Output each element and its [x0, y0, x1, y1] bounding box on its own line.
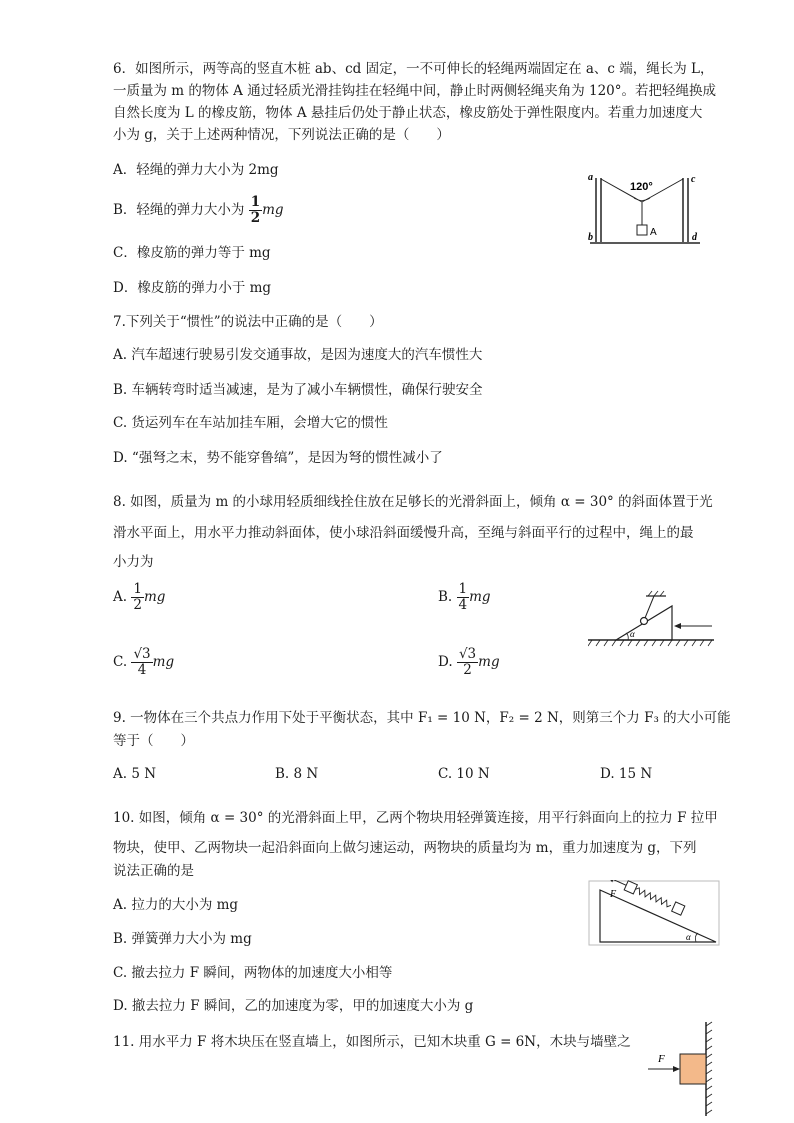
- q6-option-b-suffix: mg: [262, 202, 284, 218]
- figure-frame: [589, 881, 719, 945]
- q6-line-3: 自然长度为 L 的橡皮筋，物体 A 悬挂后仍处于静止状态，橡皮筋处于弹性限度内。若重力加速度大: [113, 105, 703, 121]
- q6-option-b: [113, 195, 284, 226]
- q8-line-3: 小力为: [113, 554, 154, 570]
- wood-block: [680, 1054, 706, 1084]
- incline: [600, 890, 716, 942]
- q8-figure: [588, 588, 718, 650]
- q7-stem: 7.下列关于“惯性”的说法中正确的是（ ）: [113, 314, 383, 330]
- q11-figure: [644, 1020, 720, 1120]
- q10-figure: [588, 880, 722, 948]
- ball: [641, 618, 648, 625]
- q10-option-b: B. 弹簧弹力大小为 mg: [113, 931, 252, 947]
- q10-option-c: C. 撤去拉力 F 瞬间，两物体的加速度大小相等: [113, 965, 393, 981]
- force-arrow-head: [673, 1066, 680, 1072]
- q8-option-a: [113, 582, 165, 613]
- q8-option-d-label: D.: [438, 654, 453, 670]
- numerator: √3: [458, 646, 477, 662]
- force-label: F: [610, 889, 617, 900]
- q6-line-2: 一质量为 m 的物体 A 通过轻质光滑挂钩挂在轻绳中间，静止时两侧轻绳夹角为 120°。若把轻绳换成: [113, 83, 717, 99]
- denominator: 2: [250, 210, 261, 226]
- q9-option-b: B. 8 N: [275, 766, 319, 782]
- angle-label: α: [630, 629, 635, 639]
- q6-line-4: 小为 g，关于上述两种情况，下列说法正确的是（ ）: [113, 127, 450, 143]
- q6-option-b-fraction: [249, 195, 262, 226]
- q9-line-1: 9. 一物体在三个共点力作用下处于平衡状态，其中 F₁ = 10 N，F₂ = 2 N，则第三个力 F₃ 的大小可能: [113, 710, 731, 726]
- q10-line-3: 说法正确的是: [113, 863, 194, 879]
- denominator: 2: [133, 597, 142, 613]
- numerator: √3: [133, 646, 151, 662]
- spring: [634, 887, 672, 908]
- q6-line-1: 6．如图所示，两等高的竖直木桩 ab、cd 固定，一不可伸长的轻绳两端固定在 a、c 端，绳长为 L，: [113, 61, 714, 77]
- numerator: 1: [133, 581, 142, 597]
- label-mass: A: [650, 227, 657, 238]
- q7-option-a: A. 汽车超速行驶易引发交通事故，是因为速度大的汽车惯性大: [113, 347, 483, 363]
- numerator: 1: [458, 581, 468, 597]
- denominator: 4: [137, 662, 147, 678]
- ceiling-hatch: [648, 591, 664, 596]
- q8-line-2: 滑水平面上，用水平力推动斜面体，使小球沿斜面缓慢升高，至绳与斜面平行的过程中，绳上的最: [113, 525, 694, 541]
- block-yi: [672, 902, 685, 915]
- wall-hatch: [706, 1022, 712, 1114]
- force-label: F: [658, 1053, 665, 1065]
- q8-option-d-suffix: mg: [478, 654, 500, 670]
- mass-a: [637, 225, 647, 235]
- q8-option-c-fraction: [131, 647, 152, 678]
- string: [645, 596, 654, 618]
- q6-figure: [588, 170, 706, 250]
- ground-hatch: [588, 640, 712, 646]
- angle-label: 120°: [630, 181, 653, 193]
- q8-option-b: [438, 582, 491, 613]
- block-jia: [624, 881, 637, 894]
- q8-option-b-label: B.: [438, 589, 453, 605]
- q8-option-c-suffix: mg: [152, 654, 175, 670]
- q6-option-a: A．轻绳的弹力大小为 2mg: [113, 162, 279, 178]
- q9-option-c: C. 10 N: [438, 766, 490, 782]
- q6-option-d: D．橡皮筋的弹力小于 mg: [113, 280, 272, 296]
- q10-line-2: 物块，使甲、乙两物块一起沿斜面向上做匀速运动，两物块的质量均为 m，重力加速度为 g，下列: [113, 840, 697, 856]
- q8-option-b-fraction: [457, 582, 470, 613]
- q8-option-a-suffix: mg: [143, 589, 166, 605]
- label-b: b: [588, 232, 593, 243]
- denominator: 2: [463, 662, 472, 678]
- q11-line: 11. 用水平力 F 将木块压在竖直墙上，如图所示，已知木块重 G = 6N，木块与墙壁之: [113, 1034, 631, 1050]
- q10-option-a: A. 拉力的大小为 mg: [113, 897, 239, 913]
- push-arrow-head: [674, 623, 681, 629]
- q9-option-d: D. 15 N: [600, 766, 653, 782]
- denominator: 4: [458, 597, 468, 613]
- q10-option-d: D. 撤去拉力 F 瞬间，乙的加速度为零，甲的加速度大小为 g: [113, 998, 474, 1014]
- q6-option-c: C．橡皮筋的弹力等于 mg: [113, 245, 271, 261]
- q8-option-b-suffix: mg: [469, 589, 491, 605]
- q8-option-c: [113, 647, 174, 678]
- numerator: 1: [250, 194, 261, 210]
- q10-line-1: 10. 如图，倾角 α = 30° 的光滑斜面上甲，乙两个物块用轻弹簧连接，用平行斜面向上的拉力 F 拉甲: [113, 810, 718, 826]
- q6-option-b-prefix: B．轻绳的弹力大小为: [113, 202, 249, 218]
- q8-option-a-label: A.: [113, 589, 128, 605]
- label-d: d: [692, 232, 697, 243]
- q7-option-d: D. “强弩之末，势不能穿鲁缟”，是因为弩的惯性减小了: [113, 450, 443, 466]
- q9-line-2: 等于（ ）: [113, 733, 194, 749]
- q8-line-1: 8. 如图，质量为 m 的小球用轻质细线拴住放在足够长的光滑斜面上，倾角 α = 30° 的斜面体置于光: [113, 494, 713, 510]
- q8-option-a-fraction: [131, 582, 144, 613]
- q7-option-b: B. 车辆转弯时适当减速，是为了减小车辆惯性，确保行驶安全: [113, 382, 483, 398]
- label-c: c: [691, 174, 696, 185]
- q8-option-d: [438, 647, 500, 678]
- q8-option-d-fraction: [457, 647, 478, 678]
- label-a: a: [588, 172, 593, 183]
- q8-option-c-label: C.: [113, 654, 128, 670]
- angle-label: α: [686, 932, 691, 942]
- q9-option-a: A. 5 N: [113, 766, 157, 782]
- q7-option-c: C. 货运列车在车站加挂车厢，会增大它的惯性: [113, 415, 388, 431]
